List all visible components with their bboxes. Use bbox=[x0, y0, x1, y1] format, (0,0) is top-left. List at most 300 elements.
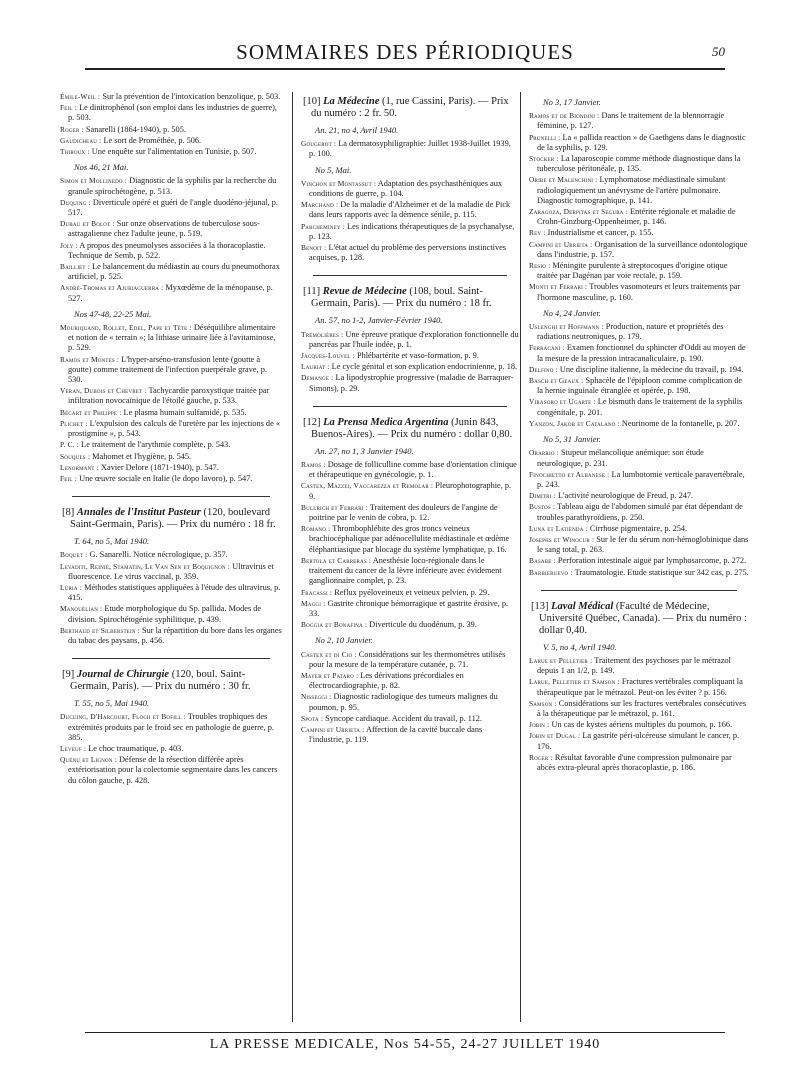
article-authors: Oribe et Malenchini : bbox=[529, 175, 598, 185]
article-entry bbox=[301, 503, 519, 523]
entries-c2a bbox=[301, 139, 519, 159]
issue-heading: No 3, 17 Janvier. bbox=[543, 97, 601, 107]
article-authors: Manouélian : bbox=[60, 604, 103, 614]
entries-c3b bbox=[529, 322, 749, 429]
article-authors: Joly : bbox=[60, 240, 78, 250]
article-title: Un cas de kystes aériens multiples du poumon, p. 166. bbox=[551, 720, 733, 730]
article-entry bbox=[301, 222, 519, 242]
article-authors: Feil : bbox=[60, 103, 77, 113]
article-authors: P. C. : bbox=[60, 440, 80, 450]
article-title: Syncope cardiaque. Accident du travail, p. 112. bbox=[325, 713, 482, 723]
article-title: Sur la prévention de l'intoxication benzolique, p. 503. bbox=[102, 92, 281, 101]
article-title: La « pallida reaction » de Gaethgens dans le diagnostic de la syphilis, p. 129. bbox=[537, 132, 746, 152]
article-authors: Véran, Dubois et Chevret : bbox=[60, 386, 147, 396]
article-title: Méthodes statistiques appliquées à l'étude des ultravirus, p. 415. bbox=[68, 582, 281, 603]
article-title: La gastrite péri-ulcéreuse simulant le cancer, p. 176. bbox=[537, 731, 740, 751]
article-title: Industrialisme et cancer, p. 155. bbox=[547, 228, 654, 238]
article-entry bbox=[60, 408, 282, 418]
article-authors: Resio : bbox=[529, 261, 551, 271]
journal-name: La Prensa Medica Argentina bbox=[323, 416, 449, 428]
article-title: A propos des pneumolyses associées à la thoracoplastie. Technique de Semb, p. 522. bbox=[68, 240, 266, 260]
issue-heading: Nos 47-48, 22-25 Mai. bbox=[74, 308, 152, 319]
article-entry bbox=[301, 139, 519, 159]
article-title: Défense de la résection différée après extériorisation pour la colectomie segmentaire dans les cancers du côlon gauche, p. 428. bbox=[68, 755, 278, 785]
article-title: Le traitement de l'arythmie complète, p. 543. bbox=[81, 440, 231, 450]
journal-info: (Faculté de Médecine, Université Québec, Canada). — Prix du numéro : dollar 0,40. bbox=[539, 600, 747, 636]
article-entry bbox=[529, 699, 749, 719]
article-authors: Leveuf : bbox=[60, 743, 87, 753]
journal-title-12 bbox=[301, 417, 519, 441]
article-entry bbox=[529, 376, 749, 396]
article-title: Le sort de Prométhée, p. 506. bbox=[103, 135, 202, 145]
article-entry bbox=[60, 440, 282, 450]
journal-number: [8] bbox=[62, 507, 75, 519]
article-entry bbox=[301, 692, 519, 712]
article-entry bbox=[60, 474, 282, 484]
article-authors: Ducuing, D'Harcourt, Floch et Bofill : bbox=[60, 712, 186, 722]
article-title: Le bismuth dans le traitement de la syphilis congénitale, p. 201. bbox=[537, 397, 743, 417]
article-entry bbox=[60, 92, 282, 102]
article-authors: Lenormant : bbox=[60, 462, 99, 472]
article-authors: Dimitri : bbox=[529, 491, 556, 501]
article-entry bbox=[529, 261, 749, 281]
journal-info: (120, boul. Saint-Germain, Paris). — Prix du numéro : 30 fr. bbox=[70, 669, 251, 693]
article-title: Méningite purulente à streptocoques d'origine otique traitée par Dagénan par voie rectale, p. 159. bbox=[537, 261, 728, 281]
article-title: Examen fonctionnel du sphincter d'Oddi au moyen de la mesure de la pression intracanaliculaire, p. 190. bbox=[537, 343, 746, 363]
article-title: Une œuvre sociale en Italie (le dopo lavoro), p. 547. bbox=[79, 473, 253, 483]
journal-info: (Junin 843, Buenos-Aires). — Prix du numéro : dollar 0,80. bbox=[311, 416, 513, 440]
article-entry bbox=[529, 731, 749, 751]
article-entry bbox=[301, 460, 519, 480]
article-title: Traitement des psychoses par le métrazol depuis 1 an 1/2, p. 149. bbox=[537, 655, 731, 676]
article-title: Traumatologie. Etude statistique sur 342 cas, p. 275. bbox=[574, 567, 749, 577]
article-authors: Delfino : bbox=[529, 364, 558, 374]
article-title: La laparoscopie comme méthode diagnostique dans la tuberculose péritonéale, p. 135. bbox=[537, 154, 741, 174]
journal-name: Journal de Chirurgie bbox=[76, 669, 170, 681]
issue-heading: An. 57, no 1-2, Janvier-Février 1940. bbox=[315, 315, 443, 326]
article-entry bbox=[529, 524, 749, 534]
article-entry bbox=[529, 753, 749, 773]
article-entry bbox=[60, 712, 282, 743]
article-title: Myxœdème de la ménopause, p. 527. bbox=[68, 283, 273, 303]
article-entry bbox=[529, 677, 749, 697]
article-title: Etude morphologique du Sp. pallida. Modes de division. Spirochétogénie syphilitique, p. 439. bbox=[68, 604, 262, 624]
article-authors: Duquing : bbox=[60, 197, 91, 207]
article-entry bbox=[301, 362, 519, 372]
article-entry bbox=[529, 175, 749, 206]
article-authors: Orarrio : bbox=[529, 448, 559, 458]
article-title: Dosage de folliculline comme base d'orientation clinique et thérapeutique en gynécologie, p. 1. bbox=[309, 460, 517, 480]
article-authors: Bullrich et Ferrari : bbox=[301, 502, 368, 512]
article-authors: Jobin : bbox=[529, 720, 550, 730]
entries-c2b bbox=[301, 179, 519, 264]
article-entry bbox=[301, 200, 519, 220]
article-title: Production, nature et propriétés des radiations neutroniques, p. 179. bbox=[537, 322, 724, 342]
article-title: L'activité neurologique de Freud, p. 247. bbox=[557, 491, 694, 501]
article-entry bbox=[60, 103, 282, 123]
entries-c1e bbox=[60, 712, 282, 785]
journal-number: [9] bbox=[62, 669, 75, 681]
article-entry bbox=[60, 262, 282, 282]
article-entry bbox=[301, 599, 519, 619]
journal-number: [11] bbox=[303, 286, 321, 298]
article-title: Diagnostic de la syphilis par la recherche du granule spirochétogène, p. 513. bbox=[68, 176, 277, 196]
article-authors: Boquet : bbox=[60, 550, 88, 560]
article-title: Résultat favorable d'une compression pulmonaire par abcès extra-pleural après thoracoplastie, p. 186. bbox=[537, 752, 732, 772]
entries-c3c bbox=[529, 448, 749, 577]
article-entry bbox=[529, 556, 749, 566]
article-authors: Thiroux : bbox=[60, 147, 90, 157]
article-authors: Spota : bbox=[301, 713, 324, 723]
journal-number: [12] bbox=[303, 416, 321, 428]
columns bbox=[60, 92, 750, 1022]
article-authors: Jobin et Dugal : bbox=[529, 731, 581, 741]
article-authors: Prunelli : bbox=[529, 132, 561, 142]
article-authors: Monti et Ferrari : bbox=[529, 282, 588, 292]
article-title: Sur la répartition du bore dans les organes du tabac des paysans, p. 456. bbox=[68, 625, 282, 645]
article-entry bbox=[529, 207, 749, 227]
journal-name: Laval Médical bbox=[551, 600, 614, 612]
issue-heading: An. 21, no 4, Avril 1940. bbox=[315, 125, 399, 135]
article-authors: Boggia et Bonafina : bbox=[301, 620, 368, 630]
article-entry bbox=[529, 470, 749, 490]
entries-c2c bbox=[301, 330, 519, 394]
article-entry bbox=[529, 322, 749, 342]
article-authors: Marchand : bbox=[301, 200, 339, 210]
article-title: La lumbotomie verticale paravertébrale, p. 243. bbox=[537, 469, 745, 489]
article-authors: Bustos : bbox=[529, 502, 556, 512]
article-authors: Roger : bbox=[60, 124, 84, 134]
article-title: Tableau aigu de l'abdomen simulé par état dépendant de troubles parathyroïdiens, p. 250. bbox=[537, 502, 743, 522]
article-title: Considérations sur les fractures vertébrales consécutives à la thérapeutique par le métrazol, p. 161. bbox=[537, 698, 747, 718]
article-authors: Basabe : bbox=[529, 556, 556, 566]
article-entry bbox=[529, 491, 749, 501]
article-entry bbox=[60, 241, 282, 261]
article-title: Le dinitrophénol (son emploi dans les industries de guerre), p. 503. bbox=[68, 103, 278, 123]
article-authors: Quénu et Lignon : bbox=[60, 755, 117, 765]
article-entry bbox=[60, 562, 282, 582]
article-entry bbox=[60, 550, 282, 560]
article-authors: Plichet : bbox=[60, 418, 88, 428]
article-authors: Levaditi, Reinié, Stamatin, Le Van Sen et Boquignon : bbox=[60, 561, 231, 571]
page-header bbox=[85, 38, 725, 70]
section-rule bbox=[541, 590, 737, 591]
article-entry bbox=[60, 283, 282, 303]
article-authors: Nisseggi : bbox=[301, 692, 332, 702]
journal-title-10 bbox=[301, 96, 519, 120]
article-authors: Larue, Pelletier et Samson : bbox=[529, 677, 620, 687]
article-title: Traitement des douleurs de l'angine de poitrine par le venin de cobra, p. 12. bbox=[309, 502, 498, 523]
article-authors: Zaragoza, Derpitas et Segura : bbox=[529, 207, 628, 217]
article-entry bbox=[60, 176, 282, 196]
journal-number: [13] bbox=[531, 600, 549, 612]
entries-c3a bbox=[529, 111, 749, 303]
article-authors: Luna et Latienda : bbox=[529, 523, 588, 533]
article-entry bbox=[529, 228, 749, 238]
article-entry bbox=[529, 111, 749, 131]
article-authors: André-Thomas et Ajuriaguerra : bbox=[60, 283, 164, 293]
article-authors: Campini et Urrieta : bbox=[529, 239, 593, 249]
page-footer: LA PRESSE MEDICALE, Nos 54-55, 24-27 JUILLET 1940 bbox=[85, 1032, 725, 1053]
article-entry bbox=[301, 243, 519, 263]
article-authors: Stocker : bbox=[529, 154, 559, 164]
article-title: Une enquête sur l'alimentation en Tunisie, p. 507. bbox=[91, 147, 257, 157]
article-title: Neurinome de la fontanelle, p. 207. bbox=[621, 418, 740, 428]
article-title: La dermatosyphiligraphie: Juillet 1938-Juillet 1939, p. 100. bbox=[309, 139, 511, 159]
article-authors: Bécart et Philippe : bbox=[60, 407, 122, 417]
article-entry bbox=[60, 583, 282, 603]
article-title: Thrombophlébite des gros troncs veineux brachiocéphalique par adénocellulite médiastinale et œdème éléphantiasique par blocage du système lymphatique, p. 16. bbox=[309, 524, 510, 554]
article-authors: Feil : bbox=[60, 473, 77, 483]
article-entry bbox=[301, 588, 519, 598]
article-title: Sphacèle de l'épiploon comme complication de la hernie inguinale étranglée et opérée, p. 198. bbox=[537, 376, 743, 396]
article-entry bbox=[301, 620, 519, 630]
article-title: Le choc traumatique, p. 403. bbox=[88, 743, 184, 753]
article-entry bbox=[60, 419, 282, 439]
article-title: De la maladie d'Alzheimer et de la maladie de Pick dans leurs rapports avec la démence sénile, p. 115. bbox=[309, 200, 511, 220]
article-authors: Bertola et Carreras : bbox=[301, 555, 372, 565]
article-entry bbox=[529, 365, 749, 375]
article-title: Anesthésie loco-régionale dans le traitement du cancer de la lèvre inférieure avec évidement ganglionnaire complet, p. 23. bbox=[309, 555, 502, 586]
article-authors: Émile-Weil : bbox=[60, 92, 101, 101]
journal-name: Annales de l'Institut Pasteur bbox=[76, 507, 201, 519]
article-title: Sur onze observations de tuberculose sous-astragalienne chez l'adulte jeune, p. 519. bbox=[68, 219, 260, 239]
article-title: Les dérivations précordiales en électrocardiographie, p. 82. bbox=[309, 670, 464, 691]
article-title: Le balancement du médiastin au cours du pneumothorax artificiel, p. 525. bbox=[68, 262, 280, 282]
article-title: Le cycle génital et son explication endocrinienne, p. 18. bbox=[331, 362, 518, 372]
article-authors: Yanzon, Jakob et Catalano : bbox=[529, 418, 620, 428]
article-entry bbox=[60, 463, 282, 473]
article-title: Pleurophotographie, p. 9. bbox=[309, 481, 512, 501]
article-authors: Luria : bbox=[60, 582, 83, 592]
article-entry bbox=[301, 650, 519, 670]
article-authors: Souques : bbox=[60, 451, 91, 461]
article-entry bbox=[60, 386, 282, 406]
entries-c3d bbox=[529, 656, 749, 773]
article-entry bbox=[529, 397, 749, 417]
article-entry bbox=[301, 725, 519, 745]
article-entry bbox=[301, 671, 519, 691]
journal-title-11 bbox=[301, 286, 519, 310]
article-authors: Samson : bbox=[529, 698, 557, 708]
article-authors: Maggi : bbox=[301, 598, 326, 608]
article-authors: Ramos et de Biondini : bbox=[529, 111, 600, 121]
article-title: Phlébartérite et vaso-formation, p. 9. bbox=[356, 351, 479, 361]
journal-name: Revue de Médecine bbox=[322, 286, 407, 298]
section-rule bbox=[72, 496, 270, 497]
article-title: Une épreuve pratique d'exploration fonctionnelle du pancréas par l'huile iodée, p. 1. bbox=[309, 329, 519, 349]
article-authors: Bailliet : bbox=[60, 262, 90, 272]
journal-info: (120, boulevard Saint-Germain, Paris). — Prix du numéro : 18 fr. bbox=[70, 507, 276, 531]
article-authors: Mouriquand, Rollet, Edel, Pape et Tête : bbox=[60, 323, 192, 333]
article-title: Sur le fer du sérum non-hémoglobinique dans le sang total, p. 263. bbox=[537, 534, 749, 555]
article-entry bbox=[301, 373, 519, 393]
article-authors: Fracassi : bbox=[301, 587, 333, 597]
article-entry bbox=[60, 198, 282, 218]
issue-heading: T. 64, no 5, Mai 1940. bbox=[74, 536, 150, 547]
article-authors: Jacques-Louvel : bbox=[301, 351, 355, 361]
article-title: Reflux pyéloveineux et veineux pelvien, p. 29. bbox=[334, 587, 490, 597]
article-title: La lipodystrophie progressive (maladie de Barraquer-Simons), p. 29. bbox=[309, 373, 514, 393]
column-1 bbox=[60, 92, 282, 1022]
article-entry bbox=[60, 355, 282, 386]
article-authors: Finochietto et Albanese : bbox=[529, 469, 610, 479]
article-authors: Virasoro et Ugarte : bbox=[529, 397, 596, 407]
article-entry bbox=[60, 136, 282, 146]
article-authors: Ramos et Montes : bbox=[60, 354, 120, 364]
article-authors: Ferracani : bbox=[529, 343, 565, 353]
article-entry bbox=[60, 604, 282, 624]
article-authors: Simon et Mollinedo : bbox=[60, 176, 127, 186]
article-title: Diverticule opéré et guéri de l'angle duodéno-jéjunal, p. 517. bbox=[68, 197, 278, 218]
article-entry bbox=[60, 147, 282, 157]
issue-heading: No 5, Mai. bbox=[315, 164, 352, 175]
journal-info: (108, boul. Saint-Germain, Paris). — Prix du numéro : 18 fr. bbox=[311, 286, 492, 310]
article-authors: Lauriat : bbox=[301, 362, 330, 372]
article-title: Adaptation des psychasthéniques aux conditions de guerre, p. 104. bbox=[309, 178, 502, 199]
article-title: Mahomet et l'hygiène, p. 545. bbox=[92, 451, 192, 461]
article-authors: Mayer et Pataro : bbox=[301, 670, 359, 680]
article-entry bbox=[60, 626, 282, 646]
journal-title-8 bbox=[60, 507, 282, 531]
article-entry bbox=[60, 744, 282, 754]
article-entry bbox=[529, 240, 749, 260]
article-title: Dans le traitement de la blennorragie féminine, p. 127. bbox=[537, 111, 725, 131]
article-authors: Josephs et Winocur : bbox=[529, 534, 595, 544]
article-authors: Dubau et Bolot : bbox=[60, 219, 115, 229]
entries-c2d bbox=[301, 460, 519, 630]
journal-title-9 bbox=[60, 669, 282, 693]
journal-info: (1, rue Cassini, Paris). — Prix du numéro : 2 fr. 50. bbox=[311, 96, 509, 119]
article-title: Fractures vertébrales compliquant la thérapeutique par le métrazol. Peut-on les éviter ? p. 156. bbox=[537, 677, 743, 697]
article-authors: Benoit : bbox=[301, 243, 327, 253]
article-authors: Vinchon et Montassut : bbox=[301, 178, 377, 188]
issue-heading: V. 5, no 4, Avril 1940. bbox=[543, 641, 617, 652]
article-title: Perforation intestinale aiguë par lymphosarcome, p. 272. bbox=[557, 556, 747, 566]
issue-heading: No 4, 24 Janvier. bbox=[543, 307, 601, 318]
article-entry bbox=[301, 714, 519, 724]
journal-name: La Médecine bbox=[323, 96, 380, 107]
article-title: Ultravirus et fluorescence. Le virus vaccinal, p. 359. bbox=[68, 561, 274, 581]
article-entry bbox=[301, 481, 519, 501]
article-entry bbox=[301, 556, 519, 587]
article-entry bbox=[60, 219, 282, 239]
article-authors: Campini et Urrieta : bbox=[301, 724, 365, 734]
article-title: Le plasma humain sulfamidé, p. 535. bbox=[123, 407, 247, 417]
article-title: Diagnostic radiologique des tumeurs malignes du poumon, p. 95. bbox=[309, 692, 498, 712]
article-authors: Gaudicheau : bbox=[60, 135, 102, 145]
article-entry bbox=[529, 502, 749, 522]
article-title: Troubles vasomoteurs et leurs traitements par l'hormone masculine, p. 160. bbox=[537, 282, 741, 302]
article-entry bbox=[60, 452, 282, 462]
article-entry bbox=[301, 179, 519, 199]
column-2 bbox=[292, 92, 519, 1022]
article-title: Déséquilibre alimentaire et notion de « terrain »; la lithiase urinaire liée à l'avitaminose, p. 529. bbox=[68, 323, 276, 353]
article-entry bbox=[529, 448, 749, 468]
issue-heading: No 5, 31 Janvier. bbox=[543, 434, 601, 445]
article-authors: Demange : bbox=[301, 373, 334, 383]
article-authors: Larue et Pelletier : bbox=[529, 655, 593, 665]
article-authors: Barbieruevo : bbox=[529, 567, 573, 577]
article-title: Lymphomatose médiastinale simulant radiologiquement un anévrysme de l'artère pulmonaire. Diagnostic tomographique, p. 141. bbox=[537, 175, 726, 205]
article-title: Troubles trophiques des extrémités produits par le froid sec en pathologie de guerre, p. 385. bbox=[68, 712, 274, 742]
article-entry bbox=[529, 154, 749, 174]
article-title: L'état actuel du problème des perversions instinctives acquises, p. 128. bbox=[309, 243, 507, 263]
article-entry bbox=[529, 133, 749, 153]
article-title: Stupeur mélancolique anémique: son étude neurologique, p. 231. bbox=[537, 448, 704, 468]
article-title: Cirrhose pigmentaire, p. 254. bbox=[589, 523, 688, 533]
issue-heading: An. 27, no 1, 3 Janvier 1940. bbox=[315, 445, 414, 456]
section-rule bbox=[72, 658, 270, 659]
issue-heading: T. 55, no 5, Mai 1940. bbox=[74, 698, 150, 709]
entries-c1a bbox=[60, 92, 282, 157]
article-title: Entérite régionale et maladie de Crohn-Ginzburg-Oppenheimer, p. 146. bbox=[537, 207, 736, 227]
article-entry bbox=[529, 656, 749, 676]
article-authors: Basch et Geaux : bbox=[529, 376, 584, 386]
article-title: Une discipline italienne, la médecine du travail, p. 194. bbox=[559, 364, 744, 374]
article-authors: Castex, Mazzei, Vaccarezza et Remolar : bbox=[301, 481, 434, 491]
article-title: Considérations sur les thermomètres utilisés pour la mesure de la température cutanée, p. 71. bbox=[309, 649, 506, 669]
page-title: SOMMAIRES DES PÉRIODIQUES bbox=[236, 40, 574, 64]
article-title: Sanarelli (1864-1940), p. 505. bbox=[85, 124, 186, 134]
article-authors: Romano : bbox=[301, 524, 331, 534]
article-entry bbox=[529, 535, 749, 555]
article-title: Organisation de la surveillance odontologique dans l'industrie, p. 157. bbox=[537, 239, 748, 259]
article-entry bbox=[60, 755, 282, 786]
article-title: Gastrite chronique hémorragique et gastrite érosive, p. 33. bbox=[309, 598, 509, 618]
section-rule bbox=[313, 275, 507, 276]
issue-heading: No 2, 10 Janvier. bbox=[315, 635, 373, 646]
entries-c1d bbox=[60, 550, 282, 646]
article-title: L'expulsion des calculs de l'uretère par les injections de « prostigmine », p. 543. bbox=[68, 418, 280, 439]
article-entry bbox=[529, 419, 749, 429]
article-title: Affection de la cavité buccale dans l'industrie, p. 119. bbox=[309, 724, 483, 745]
article-authors: Ramos : bbox=[301, 460, 326, 470]
article-entry bbox=[60, 125, 282, 135]
article-authors: Rey : bbox=[529, 228, 546, 238]
column-3 bbox=[520, 92, 749, 1022]
entries-c1c bbox=[60, 323, 282, 484]
section-rule bbox=[313, 406, 507, 407]
article-entry bbox=[529, 568, 749, 578]
article-authors: Roger : bbox=[529, 752, 553, 762]
article-entry bbox=[60, 323, 282, 354]
article-entry bbox=[529, 720, 749, 730]
article-authors: Castex et di Cio : bbox=[301, 649, 357, 659]
article-title: Xavier Delore (1871-1940), p. 547. bbox=[101, 462, 219, 472]
article-title: L'hyper-arséno-transfusion lente (goutte à goutte) comme traitement de l'infection puerpérale grave, p. 530. bbox=[68, 354, 267, 385]
article-title: Les indications thérapeutiques de la psychanalyse, p. 123. bbox=[309, 221, 515, 241]
article-entry bbox=[529, 282, 749, 302]
article-title: Diverticule du duodénum, p. 39. bbox=[369, 620, 477, 630]
article-title: G. Sanarelli. Notice nécrologique, p. 357. bbox=[89, 550, 228, 560]
journal-number: [10] bbox=[303, 96, 321, 107]
page-number: 50 bbox=[712, 44, 725, 59]
article-entry bbox=[529, 343, 749, 363]
article-authors: Gougerot : bbox=[301, 139, 337, 149]
article-entry bbox=[301, 351, 519, 361]
issue-heading: Nos 46, 21 Mai. bbox=[74, 162, 129, 173]
article-authors: Trémolières : bbox=[301, 329, 344, 339]
article-entry bbox=[301, 330, 519, 350]
article-authors: Parcheminey : bbox=[301, 221, 345, 231]
article-entry bbox=[301, 524, 519, 555]
article-title: Tachycardie paroxystique traitée par infiltration novocaïnique de l'étoilé gauche, p. 533. bbox=[68, 386, 270, 406]
journal-title-13 bbox=[529, 601, 749, 637]
article-authors: Uslenghi et Hoffmann : bbox=[529, 322, 604, 332]
article-authors: Berthaud et Silberstein : bbox=[60, 625, 140, 635]
entries-c2e bbox=[301, 650, 519, 746]
